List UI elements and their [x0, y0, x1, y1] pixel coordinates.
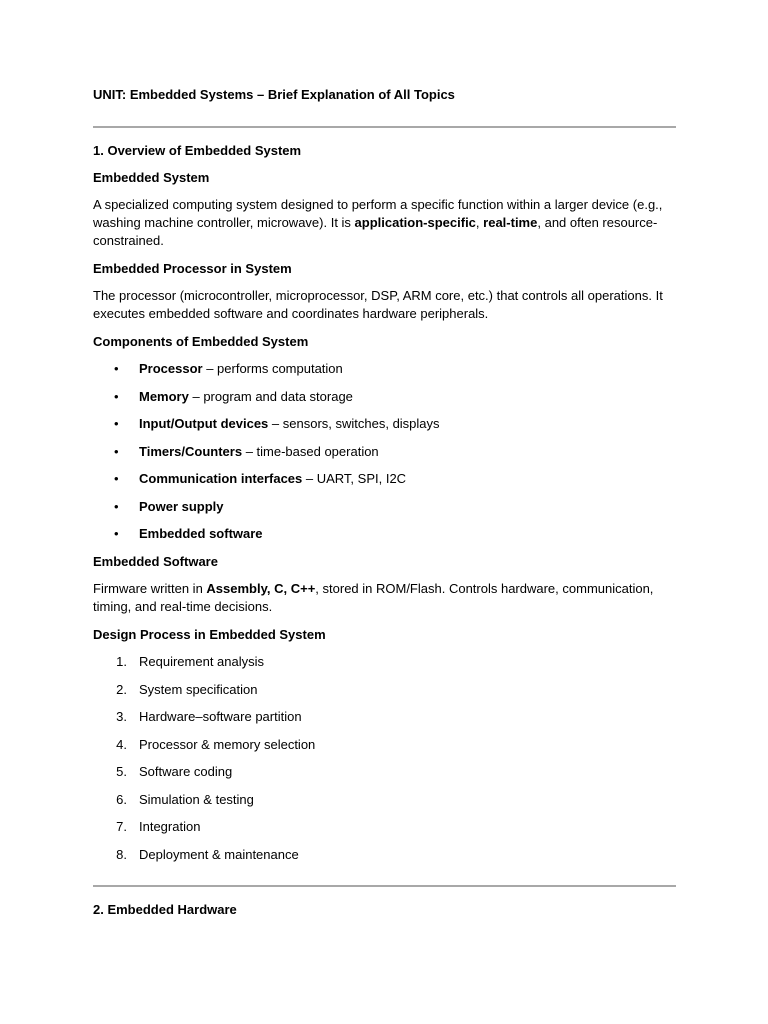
- step-number: 3.: [116, 709, 127, 724]
- document-content: [93, 86, 676, 919]
- document-title: UNIT: Embedded Systems – Brief Explanation of All Topics: [93, 87, 455, 102]
- subheading-components: Components of Embedded System: [93, 334, 309, 349]
- component-desc: – UART, SPI, I2C: [302, 471, 407, 486]
- component-term: Timers/Counters: [139, 443, 243, 459]
- step-number: 8.: [116, 846, 127, 862]
- paragraph-embedded-processor: The processor (microcontroller, microprocessor, DSP, ARM core, etc.) that controls all operations. It executes embedded software and coordinates hardware peripherals.: [93, 288, 663, 321]
- list-item: [93, 498, 676, 516]
- component-term: Memory: [139, 388, 189, 404]
- step-number: 7.: [116, 819, 127, 834]
- component-term: Embedded software: [139, 526, 263, 541]
- list-item: [93, 653, 676, 671]
- step-text: Processor & memory selection: [139, 736, 316, 752]
- list-item: [93, 415, 676, 433]
- paragraph-embedded-software: [93, 580, 676, 616]
- bullet-icon: •: [114, 443, 119, 459]
- paragraph-embedded-system: [93, 196, 676, 250]
- component-term: Communication interfaces: [139, 471, 303, 486]
- section-divider: [93, 885, 676, 887]
- list-item: [93, 708, 676, 726]
- list-item: [93, 360, 676, 378]
- step-text: Integration: [139, 819, 201, 834]
- paragraph-text: , and often resource-constrained.: [93, 215, 658, 248]
- step-number: 6.: [116, 791, 127, 807]
- subheading-embedded-software: Embedded Software: [93, 554, 218, 569]
- bullet-icon: •: [114, 388, 119, 404]
- list-item: [93, 681, 676, 699]
- list-item: [93, 525, 676, 543]
- step-text: Requirement analysis: [139, 654, 265, 669]
- list-item: [93, 388, 676, 406]
- list-item: [93, 443, 676, 461]
- step-text: System specification: [139, 681, 258, 697]
- section-divider: [93, 126, 676, 128]
- bullet-icon: •: [114, 361, 119, 376]
- step-text: Hardware–software partition: [139, 709, 302, 724]
- section-heading-hardware: 2. Embedded Hardware: [93, 901, 237, 917]
- bullet-icon: •: [114, 416, 119, 431]
- components-list: [93, 360, 676, 543]
- bullet-icon: •: [114, 498, 119, 514]
- step-number: 4.: [116, 736, 127, 752]
- paragraph-text: Firmware written in: [93, 581, 207, 596]
- step-text: Software coding: [139, 764, 233, 779]
- bullet-icon: •: [114, 471, 119, 486]
- term-application-specific: application-specific: [354, 215, 476, 230]
- term-real-time: real-time: [483, 215, 538, 230]
- list-item: [93, 736, 676, 754]
- subheading-embedded-processor: Embedded Processor in System: [93, 261, 292, 276]
- design-steps-list: [93, 653, 676, 864]
- bullet-icon: •: [114, 526, 119, 541]
- component-term: Processor: [139, 361, 203, 376]
- paragraph-text: ,: [475, 215, 484, 230]
- component-term: Power supply: [139, 498, 224, 514]
- list-item: [93, 763, 676, 781]
- section-heading-overview: 1. Overview of Embedded System: [93, 143, 302, 158]
- component-term: Input/Output devices: [139, 416, 269, 431]
- term-languages: Assembly, C, C++: [206, 581, 316, 596]
- step-text: Deployment & maintenance: [139, 846, 299, 862]
- list-item: [93, 791, 676, 809]
- subheading-embedded-system: Embedded System: [93, 170, 210, 185]
- step-number: 5.: [116, 764, 127, 779]
- step-text: Simulation & testing: [139, 791, 254, 807]
- list-item: [93, 846, 676, 864]
- list-item: [93, 818, 676, 836]
- component-desc: – time-based operation: [242, 443, 379, 459]
- component-desc: – sensors, switches, displays: [268, 416, 440, 431]
- component-desc: – performs computation: [202, 361, 343, 376]
- subheading-design-process: Design Process in Embedded System: [93, 627, 326, 642]
- step-number: 2.: [116, 681, 127, 697]
- component-desc: – program and data storage: [188, 388, 353, 404]
- paragraph-text: A specialized computing system designed to perform a specific function within a larger device (e.g., washing machine controller, microwave). It is: [93, 197, 663, 230]
- paragraph-text: , stored in ROM/Flash. Controls hardware, communication, timing, and real-time decisions.: [93, 581, 654, 614]
- list-item: [93, 470, 676, 488]
- step-number: 1.: [116, 654, 127, 669]
